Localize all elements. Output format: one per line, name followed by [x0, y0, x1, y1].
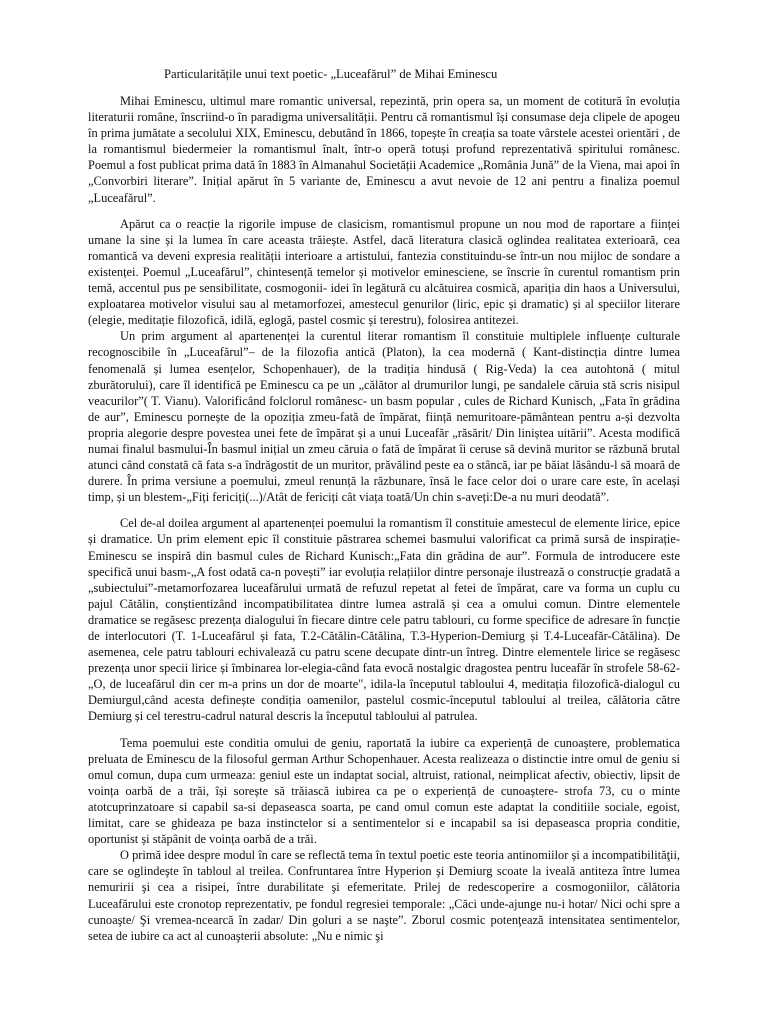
paragraph-first-argument: Un prim argument al apartenenței la curentul literar romantism îl constituie multiplele influențe culturale recognoscibile în „Luceafărul”– de la filozofia antică (Platon), la cea modernă ( Kant-distincția dintre lumea fenomenală și lumea esențelor, Schopenhauer), de la tradiția hindusă ( Rig-Veda) la cea autohtonă ( mitul zburătorului), care îl identifică pe Eminescu ca pe un „călător al drumurilor lungi, pe sandalele căruia stă scris nisipul veacurilor”( T. Vianu). Valorificând folclorul românesc- un basm popular , cules de Richard Kunisch, „Fata în grădina de aur”, Eminescu pornește de la opoziția zmeu-fată de împărat, ființă nemuritoare-pământean pentru a-și dezvolta propria alegorie despre povestea unei fete de împărat și a unui Luceafăr „răsărit/ Din liniștea uitării”. Acesta modifică numai finalul basmului-În basmul inițial un zmeu căruia o fată de împărat îi ceruse să devină muritor se răzbună brutal atunci când constată că fata s-a îndrăgostit de un muritor, prăvălind peste ea o stâncă, iar pe băiat lăsându-l să moară de durere. În prima versiune a poemului, zmeul renunță la răzbunare, însă le face celor doi o urare care este, în același timp, și un blestem-„Fiți fericiți(...)/Atât de fericiți cât viața toată/Un chin s-aveți:De-a nu muri deodată”. [88, 329, 680, 505]
paragraph-theme: Tema poemului este conditia omului de geniu, raportată la iubire ca experiență de cunoaștere, problematica preluata de Eminescu de la filosoful german Arthur Schopenhauer. Acesta realizeaza o distinctie intre omul de geniu si omul comun, dupa cum urmeaza: geniul este un indaptat social, altruist, rational, neimplicat afectiv, obiectiv, lipsit de voința oarbă de a trăi, își sorește să trăiască iubirea ca pe o experiență de cunoaștere- strofa 73, cu o minte atotcuprinzatoare si capabil sa-si depaseasca soarta, pe cand omul comun este adaptat la conditiile sociale, egoist, limitat, care se ghideaza pe baza instinctelor si a sentimentelor si e incapabil sa isi depaseasca propria conditie, oportunist și stăpânit de voința oarbă de a trăi. [88, 735, 680, 847]
paragraph-first-idea: O primă idee despre modul în care se reflectă tema în textul poetic este teoria antinomiilor și a incompatibilităţii, care se oglindeşte în tabloul al treilea. Confruntarea între Hyperion şi Demiurg scoate la iveală antiteza între lumea nemuririi şi cea a risipei, între durabilitate şi efemeritate. Prilej de redescoperire a cosmogoniilor, călătoria Luceafărului este cronotop reprezentativ, pe fondul regresiei temporale: „Căci unde-ajunge nu-i hotar/ Nici ochi spre a cunoaşte/ Şi vremea-ncearcă în zadar/ Din goluri a se naşte”. Zborul cosmic potenţează intensitatea sentimentelor, setea de iubire ca act al cunoaşterii absolute: „Nu e nimic şi [88, 848, 680, 943]
paragraph-romanticism: Apărut ca o reacție la rigorile impuse de clasicism, romantismul propune un nou mod de raportare a ființei umane la sine și la lumea în care aceasta trăiește. Astfel, dacă literatura clasică oglindea realitatea exterioară, cea romantică va deveni expresia realității interioare a artistului, fantezia constituindu-se într-un nou mijloc de sondare a existenței. Poemul „Luceafărul”, chintesență temelor și motivelor eminesciene, se înscrie în curentul romantism prin temă, accentul pus pe sensibilitate, cosmogonii- idei în legătură cu alcătuirea cosmică, apariția din haos a Universului, exploatarea motivelor visului sau al metamorfozei, amestecul genurilor (liric, epic și dramatic) și al speciilor literare (elegie, meditație filozofică, idilă, eglogă, pastel cosmic și terestru), folosirea antitezei. [88, 216, 680, 328]
paragraph-intro: Mihai Eminescu, ultimul mare romantic universal, repezintă, prin opera sa, un moment de cotitură în evoluția literaturii române, înscriind-o în paradigma universalității. Pentru că romantismul își consumase deja clipele de apogeu în prima jumătate a secolului XIX, Eminescu, debutând în 1866, topește în creația sa toate vârstele acestei orientări , de la romantismul biedermeier la romantismul înalt, într-o operă totuși profund reprezentativă spiritului românesc. Poemul a fost publicat prima dată în 1883 în Almanahul Societății Academice „România Jună” de la Viena, mai apoi în „Convorbiri literare”. Inițial apărut în 5 variante de, Eminescu a avut nevoie de 12 ani pentru a finaliza poemul „Luceafărul”. [88, 94, 680, 205]
paragraph-second-argument: Cel de-al doilea argument al apartenenței poemului la romantism îl constituie amestecul de elemente lirice, epice și dramatice. Un prim element epic îl constituie păstrarea schemei basmului valorificat ca primă sursă de inspirație-Eminescu se inspiră din basmul cules de Richard Kunisch:„Fata din grădina de aur”. Formula de introducere este specifică unui basm-„A fost odată ca-n povești” iar evoluția relațiilor dintre personaje ilustrează o construcție gradată a „subiectului”-metamorfozarea luceafărului urmată de refuzul repetat al fetei de împărat, care va forma un cuplu cu pajul Cătălin, conștientizând incompatibilitatea dintre lumea astrală și cea a omului comun. Dintre elementele dramatice se regăsesc prezența dialogului în fiecare dintre cele patru tablouri, cu forme specifice de adresare în funcție de interlocutori (T. 1-Luceafărul și fata, T.2-Cătălin-Cătălina, T.3-Hyperion-Demiurg și T.4-Luceafăr-Cătălina). De asemenea, cele patru tablouri echivalează cu patru scene decupate dintr-un întreg. Dintre elementele lirice se regăsesc prezența unor specii lirice și îmbinarea lor-elegia-când fata evocă nostalgic dragostea pentru luceafăr în strofele 58-62- „O, de luceafărul din cer m-a prins un dor de moarte", idila-la începutul tabloului 4, meditația filozofică-dialogul cu Demiurgul,când acesta definește condiția oamenilor, pastelul cosmic-începutul tabloului al treilea, călătoria către Demiurg și cel terestru-cadrul natural descris la începutul tabloului al patrulea. [88, 516, 680, 724]
document-title: Particularitățile unui text poetic- „Luceafărul” de Mihai Eminescu [164, 67, 498, 81]
